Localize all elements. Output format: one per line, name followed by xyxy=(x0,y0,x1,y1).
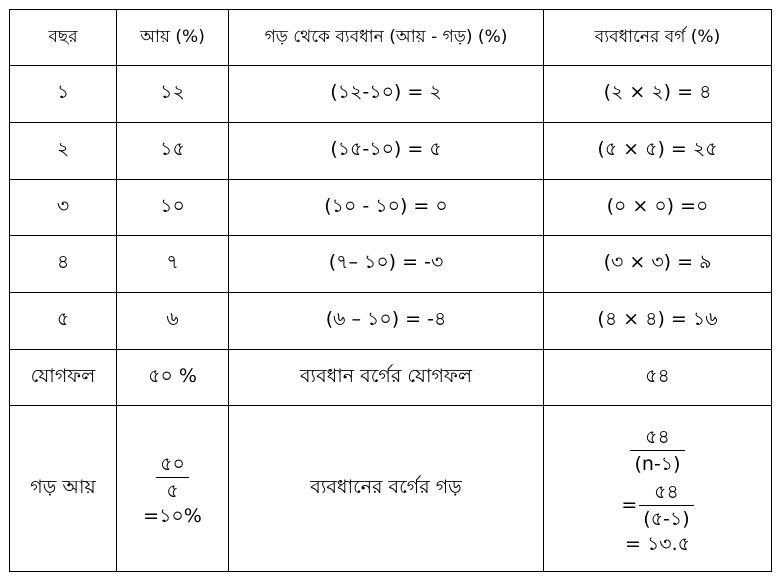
fraction-denominator: (n-১) xyxy=(634,452,681,475)
income-cell: ১৫ xyxy=(117,123,229,180)
year-cell: ২ xyxy=(10,123,117,180)
header-row xyxy=(10,10,772,66)
deviation-cell: (৬ – ১০) = -৪ xyxy=(229,293,544,350)
square-cell: (৩ × ৩) = ৯ xyxy=(544,236,772,293)
deviation-cell: (১০ - ১০) = ০ xyxy=(229,180,544,236)
table-row xyxy=(10,123,772,180)
square-cell: (০ × ০) =০ xyxy=(544,180,772,236)
mean-row xyxy=(10,406,772,572)
income-cell: ৬ xyxy=(117,293,229,350)
header-year: বছর xyxy=(10,10,117,66)
header-square: ব্যবধানের বর্গ (%) xyxy=(544,10,772,66)
variance-table xyxy=(9,9,772,572)
mean-label: গড় আয় xyxy=(10,406,117,572)
deviation-cell: (৭– ১০) = -৩ xyxy=(229,236,544,293)
mean-deviation-label: ব্যবধানের বর্গের গড় xyxy=(229,406,544,572)
mean-income-result: =১০% xyxy=(143,505,202,527)
header-income: আয় (%) xyxy=(117,10,229,66)
square-cell: (২ × ২) = ৪ xyxy=(544,66,772,123)
mean-income-cell xyxy=(117,406,229,572)
fraction-denominator: (৫-১) xyxy=(643,507,690,530)
table-row xyxy=(10,236,772,293)
sum-square: ৫৪ xyxy=(544,350,772,406)
income-cell: ১২ xyxy=(117,66,229,123)
mean-square-formula xyxy=(621,423,693,555)
sum-income: ৫০ % xyxy=(117,350,229,406)
table-row xyxy=(10,293,772,350)
mean-square-cell xyxy=(544,406,772,572)
income-cell: ৭ xyxy=(117,236,229,293)
sum-deviation-label: ব্যবধান বর্গের যোগফল xyxy=(229,350,544,406)
income-fraction xyxy=(156,451,189,504)
sum-label: যোগফল xyxy=(10,350,117,406)
mean-square-result: = ১৩.৫ xyxy=(624,532,690,555)
square-fraction-general xyxy=(630,424,684,477)
income-cell: ১০ xyxy=(117,180,229,236)
year-cell: ৪ xyxy=(10,236,117,293)
square-fraction-applied xyxy=(639,479,693,532)
sum-row xyxy=(10,350,772,406)
square-cell: (৪ × ৪) = ১৬ xyxy=(544,293,772,350)
deviation-cell: (১২-১০) = ২ xyxy=(229,66,544,123)
equals-sign: = xyxy=(621,494,638,516)
fraction-numerator: ৫০ xyxy=(156,451,189,478)
deviation-cell: (১৫-১০) = ৫ xyxy=(229,123,544,180)
fraction-numerator: ৫৪ xyxy=(630,424,684,451)
table-row xyxy=(10,180,772,236)
mean-income-formula xyxy=(143,450,202,527)
year-cell: ৫ xyxy=(10,293,117,350)
year-cell: ৩ xyxy=(10,180,117,236)
fraction-numerator: ৫৪ xyxy=(639,479,693,506)
fraction-denominator: ৫ xyxy=(166,480,179,502)
header-deviation: গড় থেকে ব্যবধান (আয় - গড়) (%) xyxy=(229,10,544,66)
table-row xyxy=(10,66,772,123)
year-cell: ১ xyxy=(10,66,117,123)
square-cell: (৫ × ৫) = ২৫ xyxy=(544,123,772,180)
